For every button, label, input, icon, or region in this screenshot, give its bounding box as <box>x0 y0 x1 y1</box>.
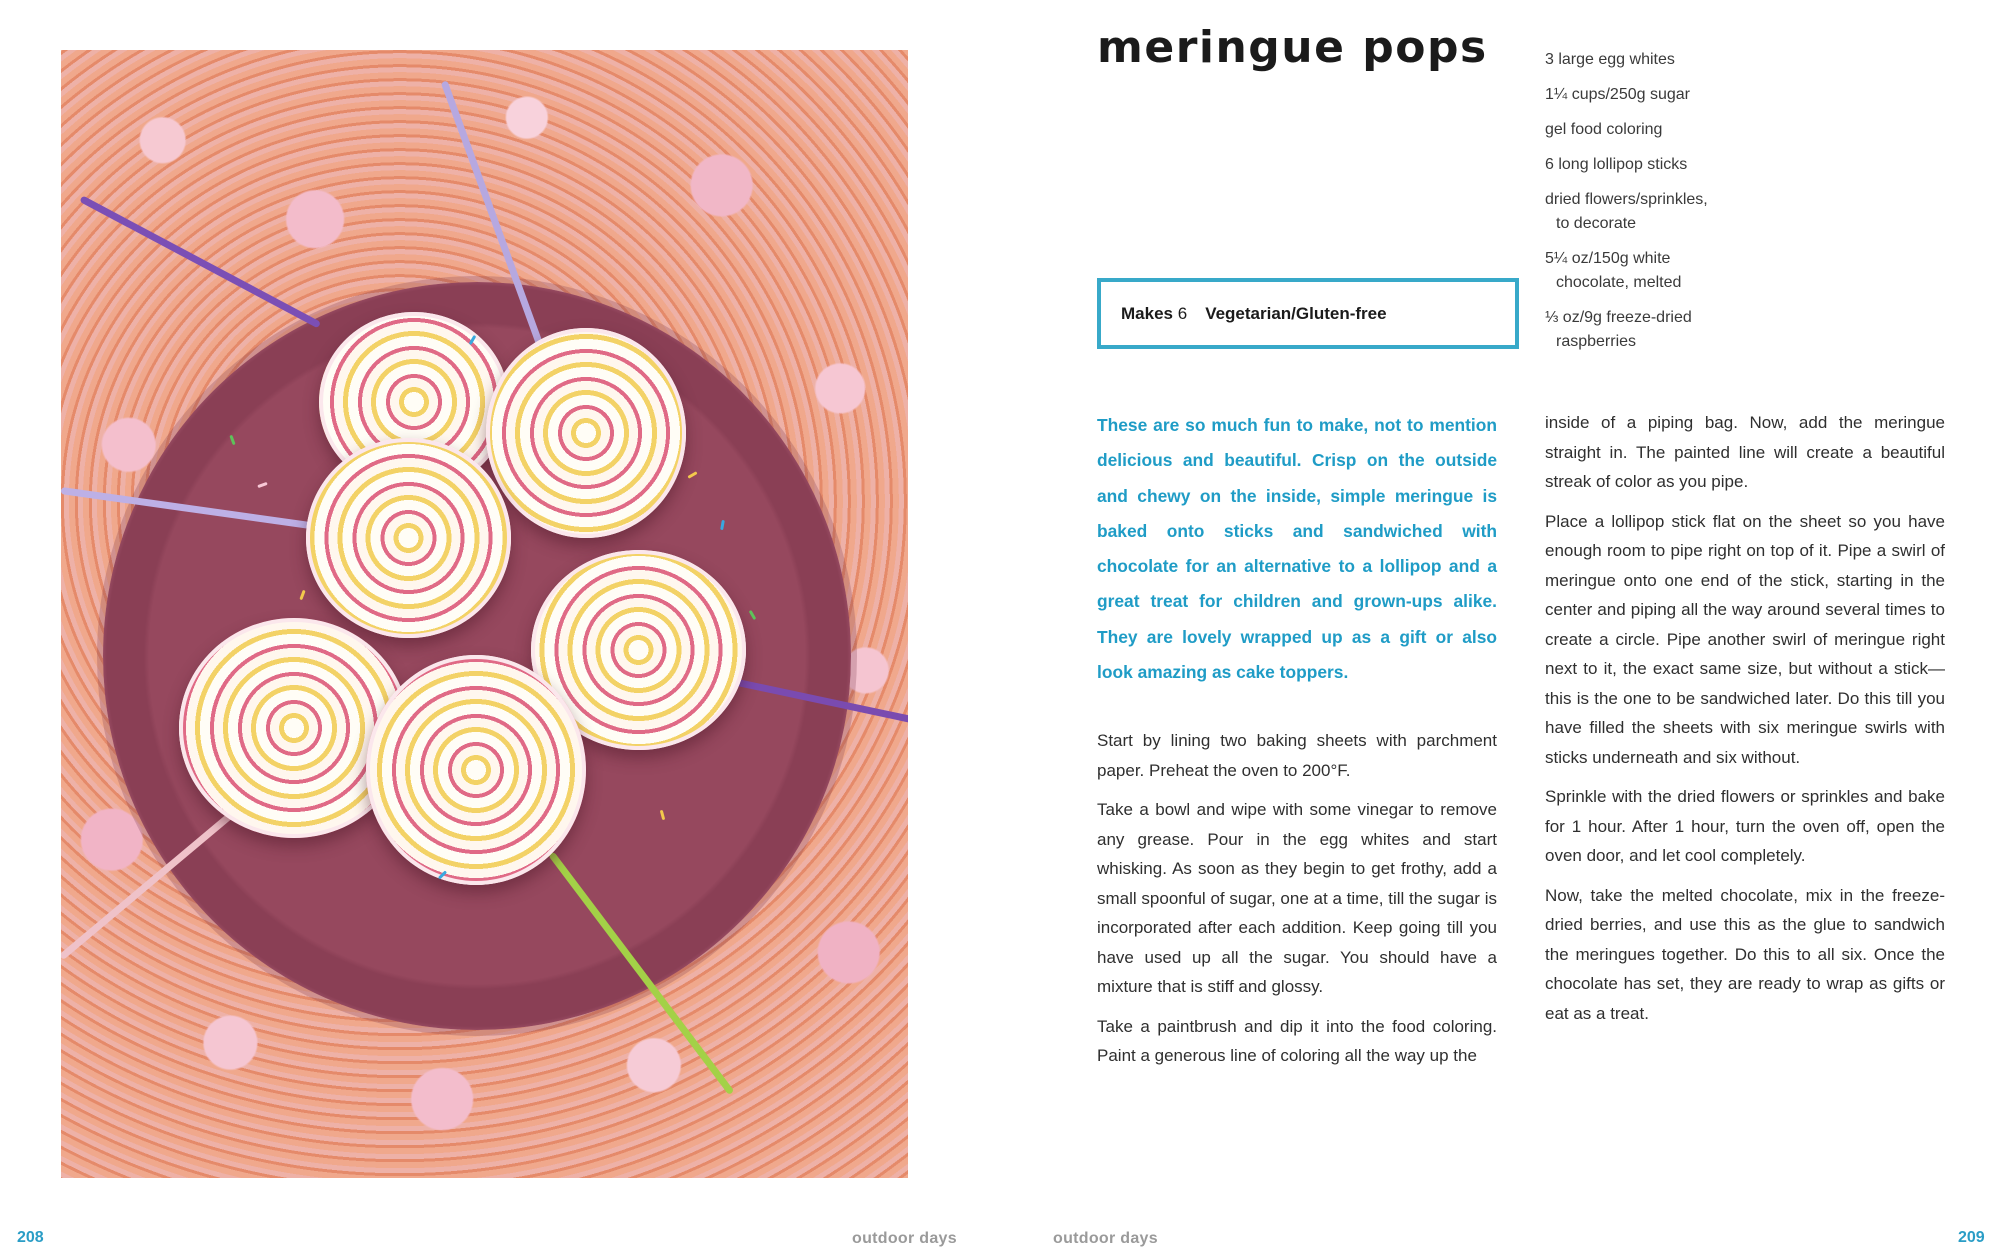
method-paragraph: Take a bowl and wipe with some vinegar to remove any grease. Pour in the egg whites and start whisking. As soon as they begin to get frothy, add a small spoonful of sugar, one at a time, till the sugar is incorporated after each addition. Keep going till you have used up all the sugar. You should have a mixture that is stiff and glossy. <box>1097 800 1497 996</box>
meringue-swirl <box>486 328 686 538</box>
ingredient-text: 1¼ cups/250g sugar <box>1545 86 1690 103</box>
dietary-label: Vegetarian/Gluten-free <box>1205 303 1387 323</box>
yield <box>1121 304 1187 324</box>
recipe-intro: These are so much fun to make, not to mention delicious and beautiful. Crisp on the outside and chewy on the inside, simple meringue is baked onto sticks and sandwiched with chocolate for an alternative to a lollipop and a great treat for children and grown-ups alike. They are lovely wrapped up as a gift or also look amazing as cake toppers. <box>1097 415 1497 683</box>
yield-value: 6 <box>1177 303 1188 323</box>
ingredient-text: 5¼ oz/150g white <box>1545 250 1671 267</box>
running-head-right: outdoor days <box>1053 1230 1158 1247</box>
method-paragraph: inside of a piping bag. Now, add the meringue straight in. The painted line will create a beautiful streak of color as you pipe. <box>1545 413 1945 491</box>
ingredient-text: ⅓ oz/9g freeze-dried <box>1545 309 1692 326</box>
ingredient-item <box>1545 83 1765 107</box>
ingredient-text-continued: raspberries <box>1556 333 1637 350</box>
lollipop-stick-purple-topleft <box>79 195 321 328</box>
ingredient-text: 3 large egg whites <box>1545 51 1675 68</box>
ingredient-item <box>1545 118 1765 142</box>
method-paragraph: Now, take the melted chocolate, mix in the freeze-dried berries, and use this as the glue to sandwich the meringues together. Do this to all six. Once the chocolate has set, they are ready to wrap as gifts or eat as a treat. <box>1545 885 1945 1023</box>
yield-info-box <box>1097 278 1519 349</box>
ingredients-list <box>1545 48 1765 365</box>
ingredient-text: 6 long lollipop sticks <box>1545 156 1688 173</box>
ingredient-text: gel food coloring <box>1545 121 1663 138</box>
method-column-1 <box>1097 726 1497 1081</box>
ingredient-item <box>1545 188 1765 236</box>
method-column-2 <box>1545 408 1945 1038</box>
ingredient-text-continued: chocolate, melted <box>1556 274 1682 291</box>
meringue-swirl <box>366 655 586 885</box>
ingredient-item <box>1545 153 1765 177</box>
method-paragraph: Place a lollipop stick flat on the sheet so you have enough room to pipe right on top of it. Pipe a swirl of meringue onto one end of the stick, starting in the center and piping all the way around several times to create a circle. Pipe another swirl of meringue right next to it, the exact same size, but without a stick—this is the one to be sandwiched later. Do this till you have filled the sheets with six meringue swirls with sticks underneath and six without. <box>1545 511 1945 767</box>
method-paragraph: Start by lining two baking sheets with parchment paper. Preheat the oven to 200°F. <box>1097 731 1497 780</box>
page-number-left: 208 <box>17 1229 44 1246</box>
recipe-title: meringue pops <box>1097 22 1488 73</box>
ingredient-text: dried flowers/sprinkles, <box>1545 191 1708 208</box>
method-paragraph: Take a paintbrush and dip it into the food coloring. Paint a generous line of coloring all the way up the <box>1097 1016 1497 1065</box>
method-paragraph: Sprinkle with the dried flowers or sprinkles and bake for 1 hour. After 1 hour, turn the oven off, open the oven door, and let cool completely. <box>1545 787 1945 865</box>
ingredient-text-continued: to decorate <box>1556 215 1637 232</box>
ingredient-item <box>1545 48 1765 72</box>
meringue-swirl <box>306 438 511 638</box>
running-head-left: outdoor days <box>852 1230 957 1247</box>
ingredient-item <box>1545 306 1765 354</box>
page-number-right: 209 <box>1958 1229 1985 1246</box>
yield-label: Makes <box>1121 303 1173 323</box>
ingredient-item <box>1545 247 1765 295</box>
recipe-photo <box>61 50 908 1178</box>
